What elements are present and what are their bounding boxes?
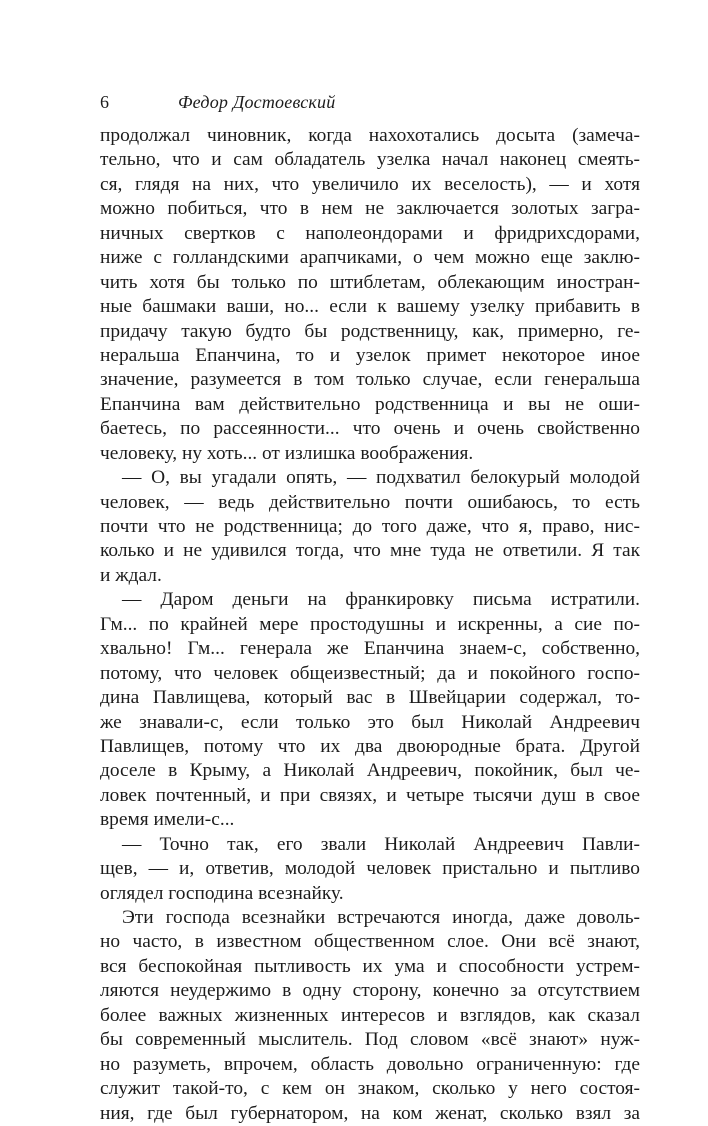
book-header-title: Федор Достоевский [178,92,336,112]
text-line: продолжал чиновник, когда нахохотались досыта (замеча- [100,125,640,146]
text-line: более важных жизненных интересов и взглядов, как сказал [100,1004,640,1026]
text-line: Епанчина вам действительно родственница и вы не оши- [100,393,640,415]
text-line: ловек почтенный, и при связях, и четыре тысячи душ в свое [100,784,640,806]
text-line: же знавали-с, если только это был Николай Андреевич [100,711,640,733]
text-line: Павлищев, потому что их два двоюродные брата. Другой [100,735,640,757]
text-line: доселе в Крыму, а Николай Андреевич, покойник, был че- [100,760,640,782]
text-line: ничных свертков с наполеондорами и фридрихсдорами, [100,222,640,244]
running-head [100,87,640,117]
text-line: ляются неудержимо в одну сторону, конечно за отсутствием [100,980,640,1002]
text-line: дина Павлищева, который вас в Швейцарии содержал, то- [100,687,640,709]
text-line: человек, — ведь действительно почти ошибаюсь, то есть [100,491,640,513]
text-line: Эти господа всезнайки встречаются иногда, даже доволь- [122,907,640,928]
text-line: оглядел господина всезнайку. [100,882,344,904]
text-line: ниже с голландскими арапчиками, о чем можно еще заклю- [100,247,640,269]
text-line: вся беспокойная пытливость их ума и способности устрем- [100,955,640,977]
text-line: можно побиться, что в нем не заключается золотых загра- [100,198,640,220]
text-line: баетесь, по рассеянности... что очень и очень свойственно [100,418,640,440]
text-line: колько и не удивился тогда, что мне туда не ответили. Я так [100,540,640,562]
text-line: чить хотя бы только по штиблетам, облекающим иностран- [100,271,640,293]
text-line: тельно, что и сам обладатель узелка начал наконец смеять- [100,149,640,171]
text-line: значение, разумеется в том только случае, если генеральша [100,369,640,391]
text-line: придачу такую будто бы родственницу, как, примерно, ге- [100,320,640,342]
text-line: почти что не родственница; до того даже, что я, право, нис- [100,516,640,537]
text-line: Гм... по крайней мере простодушны и искренны, а сие по- [100,613,640,635]
text-line: щев, — и, ответив, молодой человек пристально и пытливо [100,858,640,880]
text-line: ния, где был губернатором, на ком женат, сколько взял за [100,1102,640,1124]
text-line: неральша Епанчина, то и узелок примет некоторое иное [100,344,640,366]
text-line: но часто, в известном общественном слое. Они всё знают, [100,931,640,953]
text-line: ся, глядя на них, что увеличило их веселость), — и хотя [100,173,640,195]
body-text [100,124,640,1126]
text-line: хвально! Гм... генерала же Епанчина знаем-с, собственно, [100,638,640,660]
text-line: ные башмаки ваши, но... если к вашему узелку прибавить в [100,296,640,318]
text-line: время имели-с... [100,809,235,831]
text-line: — Точно так, его звали Николай Андреевич Павли- [122,833,640,855]
text-line: — Даром деньги на франкировку письма истратили. [122,589,640,611]
text-line: но разуметь, впрочем, область довольно ограниченную: где [100,1053,640,1075]
text-line: человеку, ну хоть... от излишка воображения. [100,442,474,464]
text-line: потому, что человек общеизвестный; да и покойного госпо- [100,662,640,684]
text-line: бы современный мыслитель. Под словом «всё знают» нуж- [100,1029,640,1051]
page-number: 6 [100,92,109,112]
text-line: служит такой-то, с кем он знаком, сколько у него состоя- [100,1078,640,1100]
text-line: — О, вы угадали опять, — подхватил белокурый молодой [122,467,640,489]
text-line: и ждал. [100,564,162,586]
